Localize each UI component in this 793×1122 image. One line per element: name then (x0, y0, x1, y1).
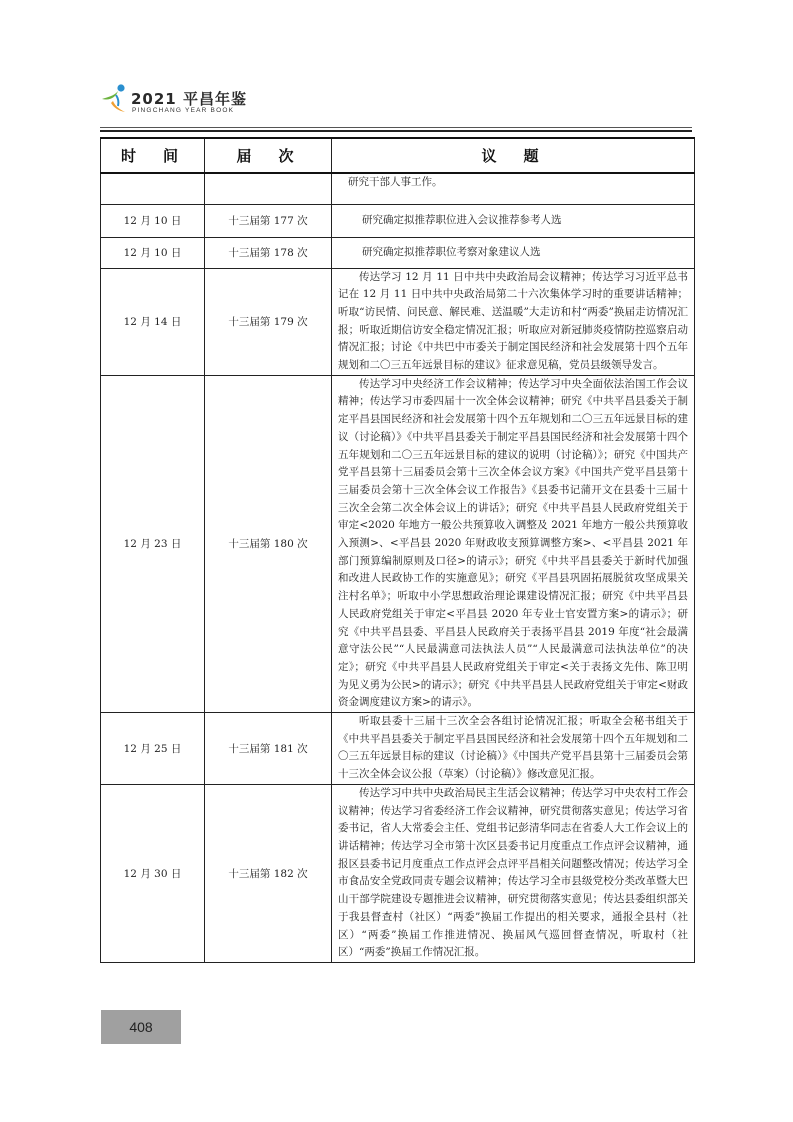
table-cell-session: 十三届第 177 次 (205, 204, 332, 237)
page-header (100, 82, 700, 122)
table-row (101, 784, 695, 962)
table-cell-topic (332, 268, 695, 375)
table-cell-session (205, 173, 332, 204)
table-cell-date: 12 月 23 日 (101, 375, 205, 712)
topic-text: 传达学习中共中央政治局民主生活会议精神；传达学习中央农村工作会议精神；传达学习省委经济工作会议精神，研究贯彻落实意见；传达学习省委书记，省人大常委会主任、党组书记彭清华同志在省委人大工作会议上的讲话精神；传达学习全市第十次区县委书记月度重点工作点评会议精神，通报区县委书记月度重点工作点评会点评平昌相关问题整改情况；传达学习全市食品安全党政同责专题会议精神；传达学习全市县级党校分类改革暨大巴山干部学院建设专题推进会议精神，研究贯彻落实意见；传达县委组织部关于我县督查村（社区）“两委”换届工作提出的相关要求，通报全县村（社区）“两委”换届工作推进情况、换届风气巡回督查情况，听取村（社区）“两委”换届工作情况汇报。 (338, 786, 688, 959)
meeting-table (100, 137, 695, 963)
table-row (101, 375, 695, 712)
table-cell-date: 12 月 10 日 (101, 204, 205, 237)
page-number-box (101, 1010, 181, 1044)
table-cell-session: 十三届第 181 次 (205, 713, 332, 785)
table-cell-topic (332, 173, 695, 204)
header-topic: 议 题 (332, 138, 695, 173)
table-cell-topic: 研究确定拟推荐职位考察对象建议人选 (332, 237, 695, 268)
table-cell-topic: 研究确定拟推荐职位进入会议推荐参考人选 (332, 204, 695, 237)
table-cell-date: 12 月 30 日 (101, 784, 205, 962)
topic-text: 传达学习 12 月 11 日中共中央政治局会议精神；传达学习习近平总书记在 12 月 11 日中共中央政治局第二十六次集体学习时的重要讲话精神；听取“访民情、问民意、解民难、送温暖”大走访和村“两委”换届走访情况汇报；听取近期信访安全稳定情况汇报；听取应对新冠肺炎疫情防控巡察启动情况汇报；讨论《中共巴中市委关于制定国民经济和社会发展第十四个五年规划和二〇三五年远景目标的建议》征求意见稿，党员县级领导发言。 (338, 270, 688, 372)
table-cell-topic (332, 375, 695, 712)
table-row (101, 237, 695, 268)
table-cell-date: 12 月 14 日 (101, 268, 205, 375)
table-header-row (101, 138, 695, 173)
header-time: 时 间 (101, 138, 205, 173)
yearbook-title: 2021 平昌年鉴 (131, 90, 247, 108)
table-cell-date: 12 月 25 日 (101, 713, 205, 785)
table-cell-session: 十三届第 182 次 (205, 784, 332, 962)
topic-text: 研究干部人事工作。 (348, 176, 443, 188)
table-row (101, 713, 695, 785)
table-cell-topic (332, 713, 695, 785)
table-cell-session: 十三届第 180 次 (205, 375, 332, 712)
header-rule-thin (100, 127, 692, 128)
header-session: 届 次 (205, 138, 332, 173)
topic-text: 传达学习中央经济工作会议精神；传达学习中央全面依法治国工作会议精神；传达学习市委四届十一次全体会议精神；研究《中共平昌县委关于制定平昌县国民经济和社会发展第十四个五年规划和二〇三五年远景目标的建议（讨论稿）》《中共平昌县委关于制定平昌县国民经济和社会发展第十四个五年规划和二〇三五年远景目标的建议的说明（讨论稿）》；研究《中国共产党平昌县第十三届委员会第十三次全体会议方案》《中国共产党平昌县第十三届委员会第十三次全体会议工作报告》《县委书记蒲开文在县委十三届十三次全会第二次全体会议上的讲话》；研究《中共平昌县人民政府党组关于审定<2020 年地方一般公共预算收入调整及 2021 年地方一般公共预算收入预测>、<平昌县 2020 年财政收支预算调整方案>、<平昌县 2021 年部门预算编制原则及口径>的请示》；研究《中共平昌县委关于新时代加强和改进人民政协工作的实施意见》；研究《平昌县巩固拓展脱贫攻坚成果关注村名单》；听取中小学思想政治理论课建设情况汇报；研究《中共平昌县人民政府党组关于审定<平昌县 2020 年专业士官安置方案>的请示》；研究《中共平昌县委、平昌县人民政府关于表扬平昌县 2019 年度“社会最满意守法公民”“人民最满意司法执法人员”“人民最满意司法执法单位”的决定》；研究《中共平昌县人民政府党组关于审定<关于表扬文先伟、陈卫明为见义勇为公民>的请示》；研究《中共平昌县人民政府党组关于审定<财政资金调度建议方案>的请示》。 (338, 377, 688, 709)
yearbook-subtitle: PINGCHANG YEAR BOOK (132, 107, 235, 114)
table-cell-date (101, 173, 205, 204)
header-rule-thick (100, 130, 692, 132)
yearbook-logo-icon (100, 82, 130, 114)
table-cell-session: 十三届第 178 次 (205, 237, 332, 268)
topic-text: 听取县委十三届十三次全会各组讨论情况汇报；听取全会秘书组关于《中共平昌县委关于制定平昌县国民经济和社会发展第十四个五年规划和二〇三五年远景目标的建议（讨论稿）》《中国共产党平昌县第十三届委员会第十三次全体会议公报（草案）（讨论稿）》修改意见汇报。 (338, 715, 688, 781)
table-cell-session: 十三届第 179 次 (205, 268, 332, 375)
table-row-continuation (101, 173, 695, 204)
table-row (101, 268, 695, 375)
table-row (101, 204, 695, 237)
table-cell-date: 12 月 10 日 (101, 237, 205, 268)
page-number: 408 (129, 1019, 153, 1035)
table-cell-topic (332, 784, 695, 962)
